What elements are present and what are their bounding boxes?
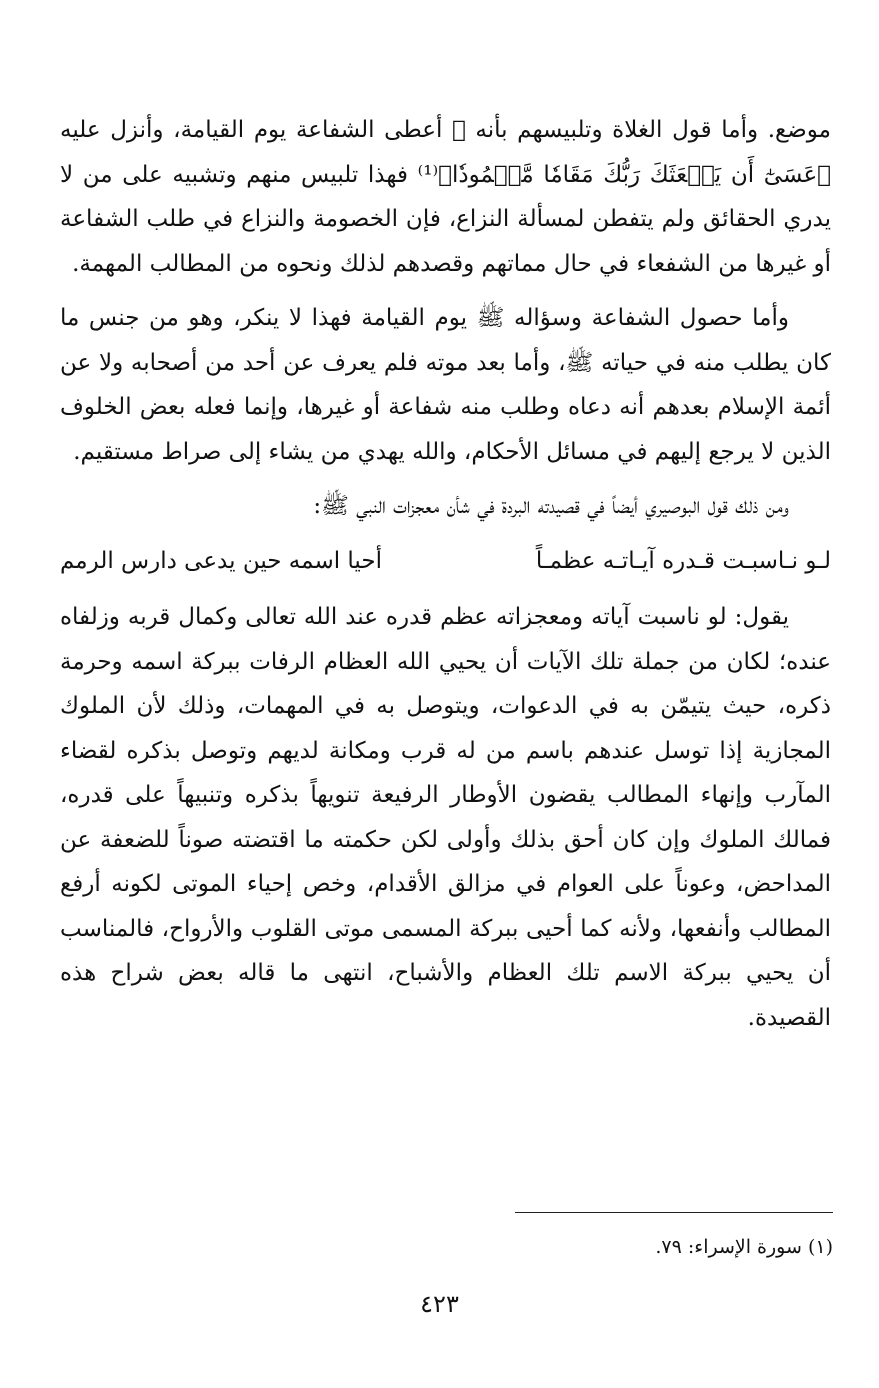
commentary-paragraph: يقول: لو ناسبت آياته ومعجزاته عظم قدره عند الله تعالى وكمال قربه وزلفاه عنده؛ لكان من جملة تلك الآيات أن يحيي الله العظام الرفات ببركة اسمه وحرمة ذكره، حيث يتيمّن به في الدعوات، ويتوصل به في المهمات، وذلك لأن الملوك المجازية إذا توسل عندهم باسم من له قرب ومكانة لديهم وتوصل بذكره لقضاء المآرب وإنهاء المطالب يقضون الأوطار الرفيعة تنويهاً بذكره وتنبيهاً على قدره، فمالك الملوك وإن كان أحق بذلك وأولى لكن حكمته ما اقتضته صوناً للضعفة عن المداحض، وعوناً على العوام في مزالق الأقدام، وخص إحياء الموتى لكونه أرفع المطالب وأنفعها، ولأنه كما أحيى ببركة المسمى موتى القلوب والأرواح، فالمناسب أن يحيي ببركة الاسم تلك العظام والأشباح، انتهى ما قاله بعض شراح هذه القصيدة. bbox=[60, 604, 832, 1031]
verse-second-hemistich: أحيا اسمه حين يدعى دارس الرمم bbox=[60, 547, 382, 574]
paragraph-1: موضع. وأما قول الغلاة وتلبيسهم بأنه ﷺ أعطى الشفاعة يوم القيامة، وأنزل عليه ﴿عَسَىٰٓ أَن يَبۡعَثَكَ رَبُّكَ مَقَامٗا مَّحۡمُودٗا﴾⁽¹⁾ فهذا تلبيس منهم وتشبيه على من لا يدري الحقائق ولم يتفطن لمسألة النزاع، فإن الخصومة والنزاع في طلب الشفاعة أو غيرها من الشفعاء في حال مماتهم وقصدهم لذلك ونحوه من المطالب المهمة. bbox=[60, 117, 831, 277]
footnote: (١) سورة الإسراء: ٧٩. bbox=[655, 1236, 833, 1258]
paragraph-2: وأما حصول الشفاعة وسؤاله ﷺ يوم القيامة فهذا لا ينكر، وهو من جنس ما كان يطلب منه في حياته ﷺ، وأما بعد موته فلم يعرف عن أحد من أصحابه ولا عن أئمة الإسلام بعدهم أنه دعاه وطلب منه شفاعة أو غيرها، وإنما فعله بعض الخلوف الذين لا يرجع إليهم في مسائل الأحكام، والله يهدي من يشاء إلى صراط مستقيم. bbox=[60, 305, 831, 465]
page-body bbox=[60, 108, 831, 1050]
paragraph-3: ومن ذلك قول البوصيري أيضاً في قصيدته البردة في شأن معجزات النبي ﷺ: bbox=[313, 493, 789, 519]
footnote-divider bbox=[515, 1212, 833, 1213]
poem-verse bbox=[60, 539, 831, 584]
page-number: ٤٢٣ bbox=[420, 1290, 459, 1318]
verse-first-hemistich: لـو نـاسبـت قـدره آيـاتـه عظمـاً bbox=[535, 547, 831, 574]
